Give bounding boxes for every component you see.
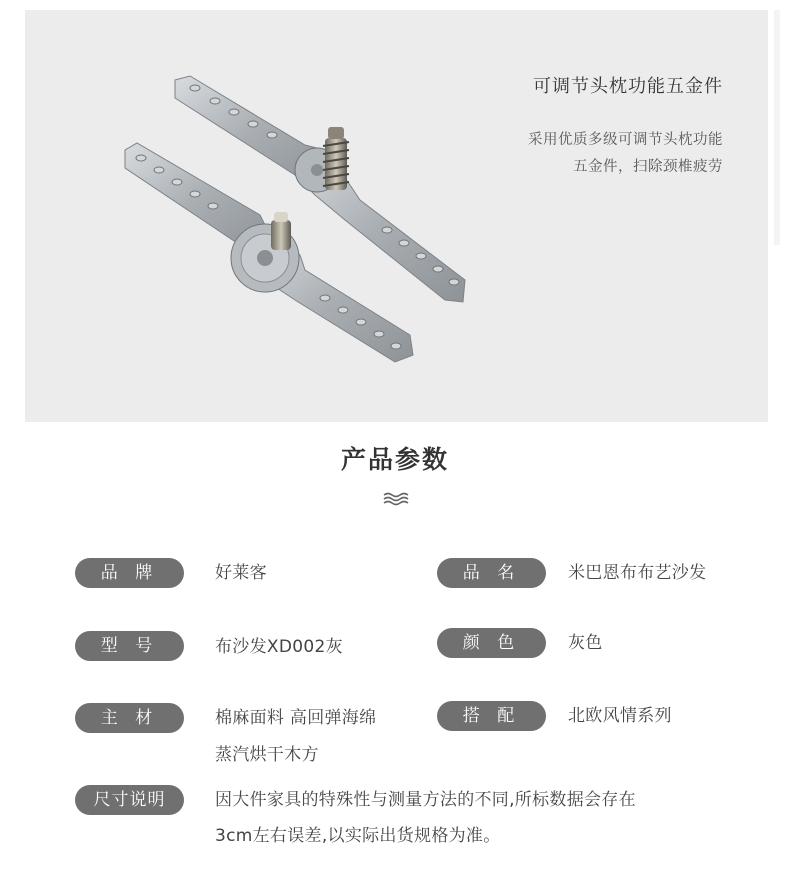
badge-material: 主 材 — [75, 703, 184, 733]
value-size-line2: 3cm左右误差,以实际出货规格为准。 — [215, 826, 501, 846]
badge-brand: 品 牌 — [75, 558, 184, 588]
value-color: 灰色 — [568, 633, 603, 653]
product-hero-banner — [25, 10, 768, 422]
hero-title: 可调节头枕功能五金件 — [533, 76, 723, 97]
hinge-arm-front — [125, 143, 413, 362]
section-title: 产品参数 — [340, 445, 449, 474]
wave-icon — [382, 491, 412, 507]
value-material-line2: 蒸汽烘干木方 — [215, 745, 319, 765]
hero-desc-line: 五金件，扫除颈椎疲劳 — [573, 159, 723, 175]
badge-name: 品 名 — [437, 558, 546, 588]
badge-size: 尺寸说明 — [75, 785, 184, 815]
value-material: 棉麻面料 高回弹海绵 — [215, 708, 377, 728]
hero-description — [423, 127, 723, 181]
value-name: 米巴恩布布艺沙发 — [568, 563, 707, 583]
value-brand: 好莱客 — [215, 563, 267, 583]
hero-edge-strip — [774, 10, 780, 245]
value-model: 布沙发XD002灰 — [215, 637, 343, 657]
value-match: 北欧风情系列 — [568, 706, 672, 726]
spring-icon — [271, 212, 291, 250]
hinge-arm-back — [175, 76, 465, 302]
badge-match: 搭 配 — [437, 701, 546, 731]
hero-desc-line: 采用优质多级可调节头枕功能 — [528, 132, 723, 148]
value-size: 因大件家具的特殊性与测量方法的不同,所标数据会存在 — [215, 790, 636, 810]
badge-model: 型 号 — [75, 631, 184, 661]
spring-icon — [323, 127, 349, 190]
badge-color: 颜 色 — [437, 628, 546, 658]
